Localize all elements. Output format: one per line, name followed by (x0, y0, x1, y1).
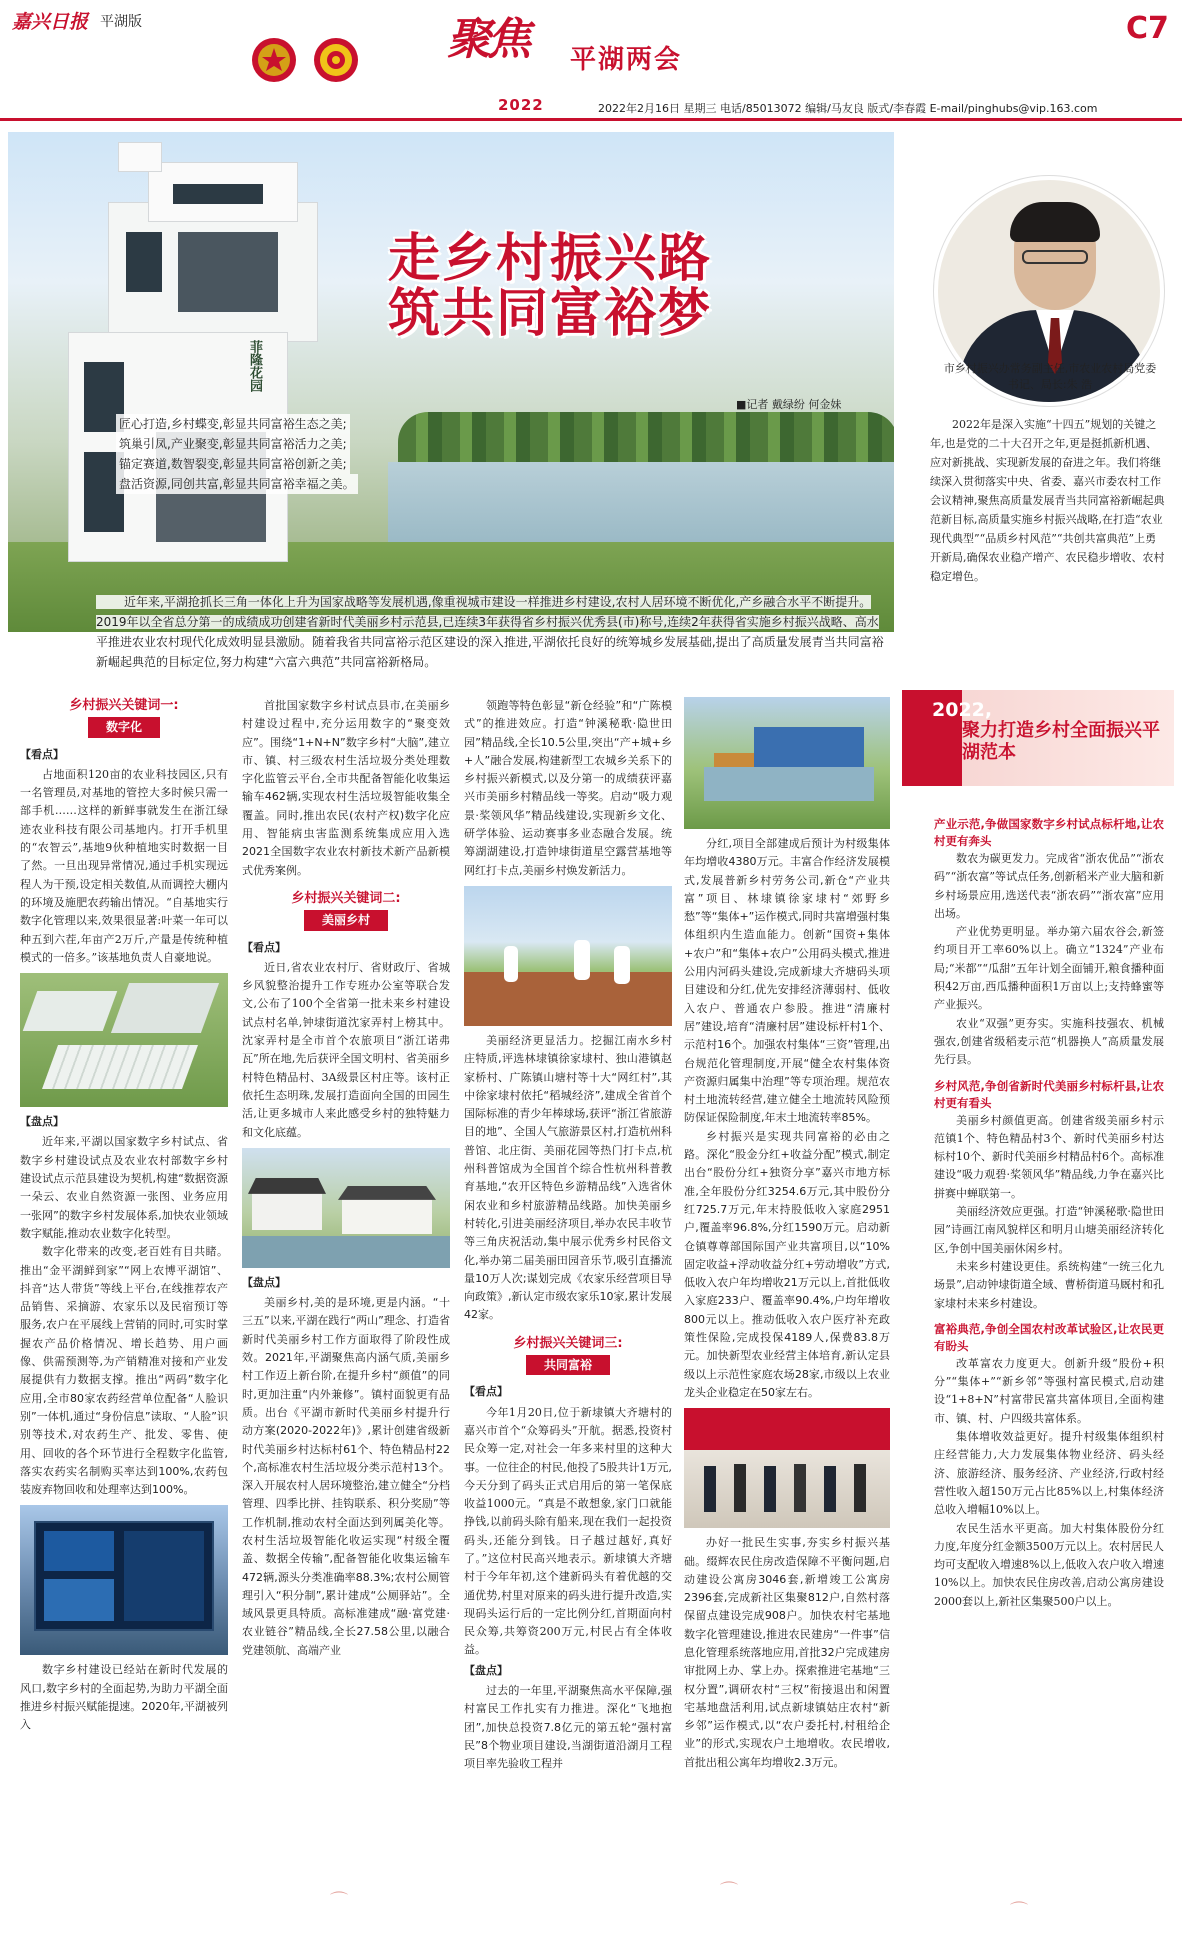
col4-text-2: 乡村振兴是实现共同富裕的必由之路。深化“股金分红+收益分配”模式,制定出台“股份分红+独资分享”嘉兴市地方标准,全年股份分红3254.6万元,其中股份分红725.7万元,年末持股低收入家庭2951户,覆盖率96.8%,分红1590万元。启动新仓镇尊尊部国际国产业共富项目,以“10%固定收益+浮动收益分红+劳动增收”方式,低收入农户年均增收21万元以上,首批低收入家庭233户、覆盖率90.4%,户均年增收800元以上。推动低收入农户医疗补充政策性保险,完成投保4189人,保费83.8万元。加快新型农业经营主体培育,新认定县级以上示范性家庭农场28家,市级以上农业龙头企业稳定在50家左右。 (684, 1129, 890, 1399)
column-keyword-1 (20, 697, 228, 1735)
col2-intro: 首批国家数字乡村试点县市,在美丽乡村建设过程中,充分运用数字的“聚变效应”。围绕“1+N+N”数字乡村“大脑”,建立市、镇、村三级农村生活垃圾分类处理数字化监管云平台,全市共配备智能化收集运输车462辆,实现农村生活垃圾智能收集全覆盖。同时,推出农民(农村产权)数字化应用、智能病虫害监测系统集成应用入选2021全国数字农业农村新技术新产品新模式优秀案例。 (242, 699, 450, 877)
point-tag-1: 【盘点】 (20, 1115, 64, 1129)
headline-line-1: 走乡村振兴路 (388, 228, 713, 289)
brand-year: 2022 (498, 96, 544, 114)
tagline-1: 匠心打造,乡村蝶变,彰显共同富裕生态之美; (116, 414, 350, 434)
sidebar-p4: 美丽乡村颜值更高。创建省级美丽乡村示范镇1个、特色精品村3个、新时代美丽乡村达标村10个、新时代美丽乡村精品村6个。高标准建设“吸力观碧·桨领风华”精品线,力争在嘉兴比拼赛中蝉联第一。 (934, 1113, 1164, 1200)
village-photo (242, 1148, 450, 1268)
profile-intro: 2022年是深入实施“十四五”规划的关键之年,也是党的二十大召开之年,更是挺抓新机遇、应对新挑战、实现新发展的奋进之年。我们将继续深入贯彻落实中央、省委、嘉兴市委农村工作会议精神,聚焦高质量发展青当共同富裕新崛起典范新目标,高质量实施乡村振兴战略,在打造“农业现代典型”“品质乡村风范”“共创共富典范”上勇开新局,确保农业稳产增产、农民稳步增收、农村稳定增色。 (930, 418, 1165, 583)
brand-logo: 聚焦 (447, 14, 527, 65)
headline-line-2: 筑共同富裕梦 (388, 282, 713, 344)
sidebar-p1: 数农为碳更发力。完成省“浙农优品”“浙农码”“浙农富”等试点任务,创新稻米产业大脑和新乡村场景应用,选送代表“浙农码”“浙农富”应用出场。 (934, 852, 1164, 920)
point-text-1c: 数字乡村建设已经站在新时代发展的风口,数字乡村的全面起势,为助力平湖全面推进乡村振兴赋能提速。2020年,平湖被列入 (20, 1663, 228, 1732)
keyword-1-tag: 数字化 (88, 717, 160, 737)
point-text-3: 过去的一年里,平湖聚焦高水平保障,强村富民工作扎实有力推进。深化“飞地抱团”,加快总投资7.8亿元的第五轮“强村富民”8个物业项目建设,当湖街道沿湖月工程项目率先验收工程并 (464, 1684, 672, 1771)
point-text-1a: 近年来,平湖以国家数字乡村试点、省数字乡村建设试点及农业农村部数字乡村建设试点示范县建设为契机,构建“数据资源一朵云、农业自然资源一张图、业务应用一张网”的数字乡村发展体系,加快农业领域数字赋能,推动农业数字化转型。 (20, 1135, 228, 1240)
sidebar-heading-3: 富裕典范,争创全国农村改革试验区,让农民更有盼头 (934, 1321, 1164, 1353)
keyword-3-label: 乡村振兴关键词三: (513, 1335, 623, 1351)
keyword-2-tag: 美丽乡村 (304, 910, 388, 930)
edition-label: 平湖版 (100, 14, 142, 30)
newspaper-name: 嘉兴日报 (12, 11, 89, 33)
sidebar-p8: 集体增收效益更好。提升村级集体组织村庄经营能力,大力发展集体物业经济、码头经济、旅游经济、服务经济、产业经济,行政村经营性收入超150万元占比85%以上,村集体经济总收入增幅10%以上。 (934, 1430, 1164, 1517)
greenhouse-aerial-photo (20, 973, 228, 1107)
column-keyword-2 (242, 697, 450, 1660)
sidebar-heading-2: 乡村风范,争创省新时代美丽乡村标杆县,让农村更有看头 (934, 1078, 1164, 1110)
sidebar-p7: 改革富农力度更大。创新升级“股份+积分”“集体+”“新乡邻”等强村富民模式,启动建设“1+8+N”村富带民富共富体项目,全面构建市、镇、村、户四级共富体系。 (934, 1356, 1164, 1425)
building-sign: 菲隆花园 (247, 340, 262, 392)
point-tag-2: 【盘点】 (242, 1275, 286, 1289)
page-number: C7 (1126, 11, 1169, 46)
col4-text-1: 分红,项目全部建成后预计为村级集体年均增收4380万元。丰富合作经济发展模式,发展普新乡村劳务公司,新仓“产业共富”项目、林埭镇徐家埭村“郊野乡愁”等“集体+”运作模式,同时共富增强村集体组织内生造血能力。创新“国资+集体+农户”和“集体+农户”公用码头模式,推进公用内河码头建设,完成新埭大齐塘码头项目建设和分红,优先安排经济薄弱村、低收入农户、普通农户参股。推进“清廉村居”建设,培育“清廉村居”建设标杆村1个、示范村16个。加强农村集体“三资”管理,出台规范化管理制度,开展“健全农村集体资产资源归属集中治理”等专项治理。规范农村土地流转经营,建立健全土地流转风险预防保证保险制度,年末土地流转率85%。 (684, 837, 890, 1125)
tagline-3: 锚定赛道,数智裂变,彰显共同富裕创新之美; (116, 454, 350, 474)
col3-intro: 领跑等特色彰显“新仓经验”和“广陈模式”的推进效应。打造“钟溪秘歌·隐世田园”精品线,全长10.5公里,突出“产+城+乡+人”融合发展,构建新型工农城乡关系下的乡村振兴新模式,以及分第一的成绩获评嘉兴市美丽乡村精品线一等奖。启动“吸力观景·桨领风华”精品线建设,实现新乡文化、研学体验、运动赛事多业态融合发展。统筹湖湖建设,打造钟埭街道星空露营基地等网红打卡点,美丽乡村焕发新活力。 (464, 699, 672, 877)
look-tag-3: 【看点】 (464, 1385, 508, 1399)
look-tag-1: 【看点】 (20, 747, 64, 761)
keyword-1-label: 乡村振兴关键词一: (69, 698, 179, 713)
tagline-2: 筑巢引凤,产业聚变,彰显共同富裕活力之美; (116, 434, 350, 454)
point-tag-3: 【盘点】 (464, 1663, 508, 1677)
lead-paragraph: 近年来,平湖抢抓长三角一体化上升为国家战略等发展机遇,像重视城市建设一样推进乡村建设,农村人居环境不断优化,产乡融合水平不断提升。2019年以全省总分第一的成绩成功创建省新时代美丽乡村示范县,已连续3年获得省乡村振兴优秀县(市)称号,连续2年获得省实施乡村振兴战略、高水平推进农业农村现代化成效明显县激励。随着我省共同富裕示范区建设的深入推进,平湖依托良好的统筹城乡发展基础,提出了高质量发展青当共同富裕新崛起典范的目标定位,努力构建“六富六典范”共同富裕新格局。 (96, 595, 884, 669)
look-text-2: 近日,省农业农村厅、省财政厅、省城乡风貌整治提升工作专班办公室等联合发文,公布了100个全省第一批未来乡村建设试点村名单,钟埭街道沈家弄村上榜其中。沈家弄村是全市首个农旅项目“浙江诺弗瓦”所在地,先后获评全国文明村、省美丽乡村特色精品村、3A级景区村庄等。该村正依托生态明珠,发展打造面向全国的田园生活,让更多城市人来此感受乡村的独特魅力和文化底蕴。 (242, 960, 450, 1139)
portrait-caption: 市乡村振兴办常务副主任,市农业农村局党委书记、局长:朱 浩 (943, 362, 1157, 391)
headline (388, 228, 713, 344)
column-keyword-3 (464, 697, 672, 1774)
digital-dashboard-photo (20, 1505, 228, 1655)
section-banner (902, 690, 1174, 786)
cppcc-emblem-icon (314, 38, 358, 82)
col4-text-3: 办好一批民生实事,夯实乡村振兴基础。缀辉农民住房改造保障不平衡问题,启动建设公寓房3046套,新增竣工公寓房2396套,完成新社区集聚812户,自然村落保留点建设完成908户。加快农村宅基地数字化管理建设,推进农民建房“一件事”信息化管理系统落地应用,首批32户完成建房审批网上办、掌上办。探索推进宅基地“三权分置”,调研农村“三权”衔接退出和闲置宅基地盘活利用,试点新埭镇姑庄农村“新乡邻”运作模式,以“农户委托村,村租给企业”的形式,实现农户土地增收。农民增收,首批出租公寓年均增收2.3万元。 (684, 1536, 890, 1769)
sidebar-p9: 农民生活水平更高。加大村集体股份分红力度,年度分红金额3500万元以上。农村居民人均可支配收入增速8%以上,低收入农户收入增速10%以上。加快农民住房改善,启动公寓房建设2000套以上,新社区集聚500户以上。 (934, 1521, 1164, 1608)
keyword-2-label: 乡村振兴关键词二: (291, 890, 401, 906)
sidebar-p5: 美丽经济效应更强。打造“钟溪秘歌·隐世田园”诗画江南风貌样区和明月山塘美丽经济转化区,争创中国美丽休闲乡村。 (934, 1205, 1164, 1255)
bird-decoration-icon: ⌒ (720, 1881, 738, 1902)
section-year: 2022, (932, 699, 993, 721)
bird-decoration-icon: ⌒ (1010, 1901, 1028, 1922)
section-title: 聚力打造乡村全面振兴平湖范本 (962, 720, 1160, 763)
point-text-1b: 数字化带来的改变,老百姓有目共睹。推出“金平湖鲜到家”“网上农博平湖馆”、抖音“达人带货”等线上平台,在线推荐农产品销售、采摘游、农家乐以及民宿预订等服务,农户在平展线上营销的同时,可实时掌握农产品价格情况、增长趋势、用户画像、供需预测等,为产销精准对接和产业发展提供有力数据支撑。推出“两码”数字化应用,全市80家农药经营单位配备“人脸识别”一体机,通过“身份信息”读取、“人脸”识别等技术,对农药生产、批发、零售、使用、回收的各个环节进行全程数字化监管,落实农药实名制购买率达到100%,农药包装废弃物回收和处理率达到100%。 (20, 1245, 228, 1497)
point-text-2: 美丽乡村,美的是环境,更是内涵。“十三五”以来,平湖在践行“两山”理念、打造省新时代美丽乡村工作方面取得了阶段性成效。2021年,平湖聚焦高内涵气质,美丽乡村工作迈上新台阶,在提升乡村“颜值”的同时,更加注重“内外兼修”。镇村面貌更有品质。出台《平湖市新时代美丽乡村提升行动方案(2020-2022年)》,累计创建省级新时代美丽乡村达标村61个、特色精品村22个,高标准农村生活垃圾分类示范村13个。深入开展农村人居环境整治,建立健全“分档管理、四季比拼、挂钩联系、积分奖励”等工作机制,推动农村全面达到列属美化等。农村生活垃圾智能化收运实现“村级全覆盖、数据全传输”,配备智能化收集运输车472辆,源头分类准确率88.3%;农村公厕管理引入“积分制”,累计建成“公厕驿站”。全域风景更具特质。高标准建成“融·富党建·农业链谷”精品线,全长27.58公里,以融合党建领航、高端产业 (242, 1296, 450, 1657)
sidebar-p6: 未来乡村建设更佳。系统构建“一统三化九场景”,启动钟埭街道全域、曹桥街道马厩村和孔家埭村未来乡村建设。 (934, 1259, 1164, 1310)
header-rule (0, 118, 1182, 121)
look-tag-2: 【看点】 (242, 940, 286, 954)
look-text-1: 占地面积120亩的农业科技园区,只有一名管理员,对基地的管控大多时候只需一部手机……这样的新鲜事就发生在浙江绿迹农业科技有限公司基地内。打开手机里的“农智云”,基地9伙种植地实时数据一目了然。一旦出现异常情况,通过手机实现远程人为干预,设定相关数值,从而调控大棚内的环境及施肥农药输出情况。“自基地实行数字化管理以来,效果很显著:叶菜一年可以种五到六茬,年亩产2万斤,产量是传统种植模式的一倍多。”该基地负责人自豪地说。 (20, 767, 228, 964)
byline: ■记者 戴绿纷 何金妹 (736, 398, 842, 411)
look-text-3: 今年1月20日,位于新埭镇大齐塘村的嘉兴市首个“众筹码头”开航。据悉,投资村民众筹一定,对社会一年多来村里的这种大事。一位往企的村民,他投了5股共计1万元,今天分到了码头正式启用后的第一笔保底收益1000元。“真是不敢想象,家门口就能挣钱,以前码头除有船来,现在我们一起投资码头,还能分到钱。日子越过越好,真好了。”这位村民高兴地表示。新埭镇大齐塘村于今年年初,这个建新码头有着优越的交通优势,村里对原来的码头进行提升改造,实现码头运行后的一定比例分红,首期面向村民众筹,共筹资200万元,村民占有全体收益。 (464, 1405, 672, 1657)
sidebar-heading-1: 产业示范,争做国家数字乡村试点标杆地,让农村更有奔头 (934, 817, 1164, 848)
sidebar-p2: 产业优势更明显。举办第六届农谷会,新签约项目开工率60%以上。确立“1324”产业布局;“米都”“瓜甜”五年计划全面铺开,粮食播种面积42万亩,西瓜播种面积1万亩以上;支持蜂蜜等产业振兴。 (934, 925, 1164, 1012)
tagline-4: 盘活资源,同创共富,彰显共同富裕幸福之美。 (116, 474, 358, 494)
brand-subtitle: 平湖两会 (570, 45, 683, 75)
ceremony-photo (684, 1408, 890, 1528)
bird-decoration-icon: ⌒ (330, 1891, 348, 1912)
sidebar-p3: 农业“双强”更夯实。实施科技强农、机械强农,创建省级稻麦示范“机器换人”高质量发展先行县。 (934, 1016, 1164, 1067)
column-continued (684, 697, 890, 1772)
col3-beauty-economy: 美丽经济更显活力。挖掘江南水乡村庄特质,评选林埭镇徐家埭村、独山港镇赵家桥村、广陈镇山塘村等十大“网红村”,其中徐家埭村依托“稻城经济”,建成全省首个国际标准的青少年棒球场,获评“浙江省旅游目的地”、全国人气旅游景区村,打造杭州科普馆、北庄街、美丽花园等热门打卡点,杭州科普馆成为全国首个综合性杭州科普教育基地,“农开区特色乡游精品线”入选省休闲农业和乡村旅游精品线路。加快美丽乡村转化,引进美丽经济项目,举办农民丰收节等三角庆祝活动,集中展示优秀乡村民俗文化,举办第二届美丽田园音乐节,吸引直播流量10万人次;谋划完成《农家乐经营项目导向政策》,新认定市级农家乐10家,累计发展42家。 (464, 1033, 672, 1322)
wharf-photo (684, 697, 890, 829)
sidebar-goals (934, 808, 1164, 1611)
keyword-3-tag: 共同富裕 (526, 1355, 610, 1375)
tagline-list (116, 414, 358, 494)
dateline: 2022年2月16日 星期三 电话/85013072 编辑/马友良 版式/李春霞 E-mail/pinghubs@vip.163.com (598, 102, 1098, 115)
hero-photo (8, 132, 894, 632)
baseball-photo (464, 886, 672, 1026)
national-emblem-icon (252, 38, 296, 82)
